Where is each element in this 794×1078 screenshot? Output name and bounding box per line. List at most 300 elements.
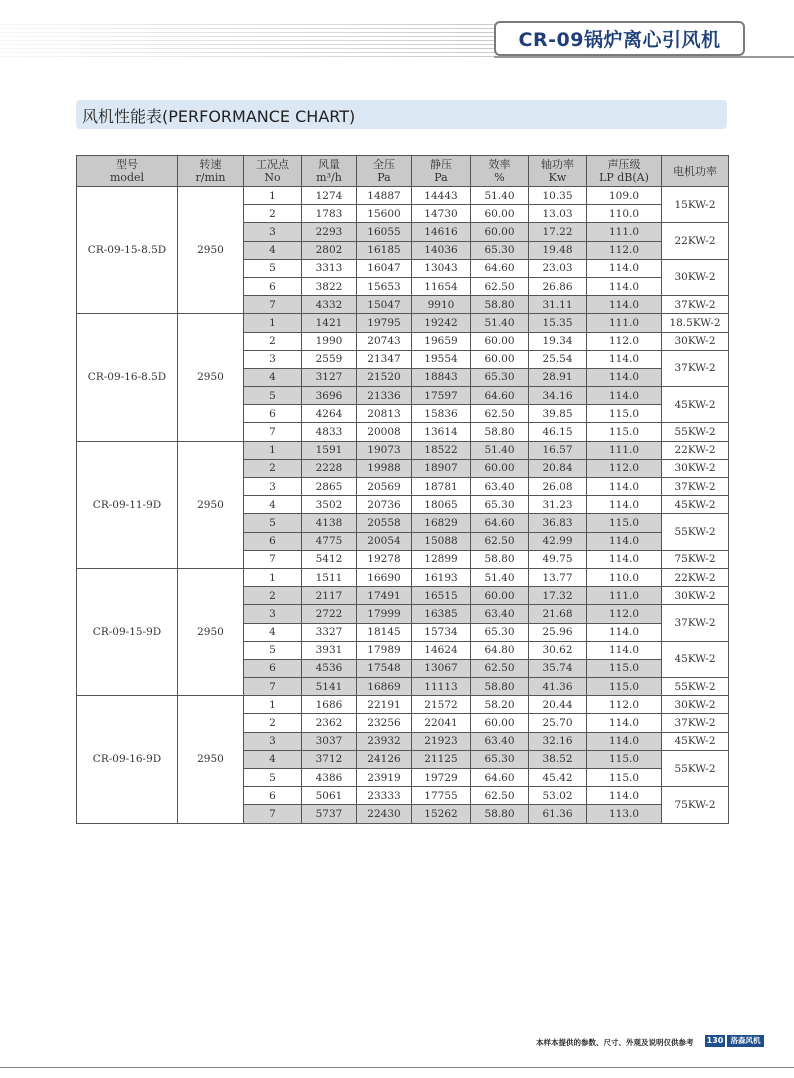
data-cell: 60.00 [471, 587, 529, 605]
motor-power-cell: 22KW-2 [662, 568, 729, 586]
data-cell: 16385 [412, 605, 471, 623]
data-cell: 114.0 [587, 550, 662, 568]
data-cell: 4138 [302, 514, 357, 532]
data-cell: 15262 [412, 805, 471, 823]
data-cell: 16055 [357, 223, 412, 241]
data-cell: 24126 [357, 750, 412, 768]
data-cell: 6 [244, 532, 302, 550]
data-cell: 25.96 [529, 623, 587, 641]
data-cell: 1783 [302, 205, 357, 223]
motor-power-cell: 37KW-2 [662, 296, 729, 314]
data-cell: 21572 [412, 696, 471, 714]
data-cell: 53.02 [529, 787, 587, 805]
data-cell: 15088 [412, 532, 471, 550]
motor-power-cell: 37KW-2 [662, 714, 729, 732]
data-cell: 6 [244, 405, 302, 423]
data-cell: 4833 [302, 423, 357, 441]
data-cell: 14624 [412, 641, 471, 659]
data-cell: 1421 [302, 314, 357, 332]
data-cell: 2117 [302, 587, 357, 605]
data-cell: 65.30 [471, 241, 529, 259]
speed-cell: 2950 [178, 696, 244, 823]
data-cell: 26.86 [529, 277, 587, 295]
data-cell: 22041 [412, 714, 471, 732]
data-cell: 2 [244, 714, 302, 732]
data-cell: 3931 [302, 641, 357, 659]
data-cell: 23919 [357, 769, 412, 787]
footer-disclaimer: 本样本提供的参数、尺寸、外观及说明仅供参考 [536, 1038, 694, 1047]
data-cell: 14887 [357, 187, 412, 205]
data-cell: 110.0 [587, 568, 662, 586]
data-cell: 112.0 [587, 332, 662, 350]
data-cell: 3 [244, 223, 302, 241]
data-cell: 19278 [357, 550, 412, 568]
data-cell: 30.62 [529, 641, 587, 659]
data-cell: 19554 [412, 350, 471, 368]
data-cell: 114.0 [587, 387, 662, 405]
data-cell: 20813 [357, 405, 412, 423]
speed-cell: 2950 [178, 441, 244, 568]
motor-power-cell: 37KW-2 [662, 605, 729, 641]
data-cell: 2 [244, 459, 302, 477]
data-cell: 1 [244, 441, 302, 459]
data-cell: 1 [244, 696, 302, 714]
table-header-row [77, 156, 729, 187]
data-cell: 23932 [357, 732, 412, 750]
data-cell: 13.03 [529, 205, 587, 223]
data-cell: 19.48 [529, 241, 587, 259]
data-cell: 63.40 [471, 478, 529, 496]
data-cell: 16193 [412, 568, 471, 586]
header-stripes-fade [0, 24, 500, 58]
data-cell: 20569 [357, 478, 412, 496]
data-cell: 15.35 [529, 314, 587, 332]
data-cell: 19988 [357, 459, 412, 477]
data-cell: 65.30 [471, 496, 529, 514]
data-cell: 112.0 [587, 241, 662, 259]
data-cell: 16185 [357, 241, 412, 259]
data-cell: 13067 [412, 659, 471, 677]
data-cell: 39.85 [529, 405, 587, 423]
data-cell: 60.00 [471, 350, 529, 368]
data-cell: 2 [244, 332, 302, 350]
data-cell: 19.34 [529, 332, 587, 350]
data-cell: 9910 [412, 296, 471, 314]
data-cell: 13043 [412, 259, 471, 277]
data-cell: 17548 [357, 659, 412, 677]
data-cell: 5412 [302, 550, 357, 568]
data-cell: 3 [244, 605, 302, 623]
data-cell: 6 [244, 787, 302, 805]
data-cell: 114.0 [587, 478, 662, 496]
data-cell: 62.50 [471, 405, 529, 423]
data-cell: 1 [244, 314, 302, 332]
motor-power-cell: 55KW-2 [662, 514, 729, 550]
data-cell: 19242 [412, 314, 471, 332]
data-cell: 114.0 [587, 532, 662, 550]
data-cell: 19073 [357, 441, 412, 459]
data-cell: 5 [244, 259, 302, 277]
speed-cell: 2950 [178, 568, 244, 695]
motor-power-cell: 55KW-2 [662, 750, 729, 786]
data-cell: 1591 [302, 441, 357, 459]
data-cell: 41.36 [529, 678, 587, 696]
data-cell: 115.0 [587, 750, 662, 768]
data-cell: 3822 [302, 277, 357, 295]
data-cell: 3 [244, 732, 302, 750]
model-cell: CR-09-11-9D [77, 441, 178, 568]
data-cell: 58.80 [471, 296, 529, 314]
data-cell: 35.74 [529, 659, 587, 677]
data-cell: 38.52 [529, 750, 587, 768]
data-cell: 58.80 [471, 423, 529, 441]
data-cell: 115.0 [587, 769, 662, 787]
section-title: 风机性能表(PERFORMANCE CHART) [82, 107, 356, 126]
motor-power-cell: 37KW-2 [662, 350, 729, 386]
motor-power-cell: 30KW-2 [662, 459, 729, 477]
data-cell: 65.30 [471, 623, 529, 641]
data-cell: 62.50 [471, 277, 529, 295]
header-speed: 转速 r/min [178, 156, 244, 187]
data-cell: 5 [244, 514, 302, 532]
performance-table [76, 155, 729, 824]
data-cell: 31.23 [529, 496, 587, 514]
data-cell: 111.0 [587, 441, 662, 459]
data-cell: 3 [244, 478, 302, 496]
data-cell: 18522 [412, 441, 471, 459]
data-cell: 15836 [412, 405, 471, 423]
data-cell: 61.36 [529, 805, 587, 823]
page-number: 130 [706, 1036, 724, 1045]
data-cell: 1 [244, 568, 302, 586]
data-cell: 21347 [357, 350, 412, 368]
data-cell: 18843 [412, 368, 471, 386]
data-cell: 51.40 [471, 187, 529, 205]
data-cell: 20736 [357, 496, 412, 514]
data-cell: 111.0 [587, 223, 662, 241]
motor-power-cell: 45KW-2 [662, 732, 729, 750]
data-cell: 1686 [302, 696, 357, 714]
data-cell: 3712 [302, 750, 357, 768]
header-motor-power: 电机功率 [662, 156, 729, 187]
data-cell: 21336 [357, 387, 412, 405]
data-cell: 2559 [302, 350, 357, 368]
motor-power-cell: 22KW-2 [662, 441, 729, 459]
data-cell: 115.0 [587, 678, 662, 696]
data-cell: 19729 [412, 769, 471, 787]
table-row [77, 696, 729, 714]
data-cell: 4 [244, 750, 302, 768]
data-cell: 4386 [302, 769, 357, 787]
model-cell: CR-09-16-9D [77, 696, 178, 823]
data-cell: 2865 [302, 478, 357, 496]
data-cell: 60.00 [471, 714, 529, 732]
motor-power-cell: 22KW-2 [662, 223, 729, 259]
data-cell: 3 [244, 350, 302, 368]
data-cell: 23333 [357, 787, 412, 805]
data-cell: 32.16 [529, 732, 587, 750]
data-cell: 4332 [302, 296, 357, 314]
motor-power-cell: 75KW-2 [662, 787, 729, 823]
table-row [77, 568, 729, 586]
data-cell: 17.22 [529, 223, 587, 241]
speed-cell: 2950 [178, 314, 244, 441]
data-cell: 111.0 [587, 314, 662, 332]
data-cell: 25.54 [529, 350, 587, 368]
title-underline [494, 56, 794, 58]
data-cell: 45.42 [529, 769, 587, 787]
data-cell: 114.0 [587, 787, 662, 805]
data-cell: 3037 [302, 732, 357, 750]
header-point: 工况点 No [244, 156, 302, 187]
data-cell: 64.60 [471, 387, 529, 405]
header-sound-level: 声压级 LP dB(A) [587, 156, 662, 187]
data-cell: 16047 [357, 259, 412, 277]
data-cell: 114.0 [587, 368, 662, 386]
footer-rule [0, 1067, 794, 1068]
data-cell: 114.0 [587, 277, 662, 295]
data-cell: 7 [244, 296, 302, 314]
data-cell: 3502 [302, 496, 357, 514]
data-cell: 110.0 [587, 205, 662, 223]
data-cell: 46.15 [529, 423, 587, 441]
data-cell: 58.80 [471, 805, 529, 823]
data-cell: 64.60 [471, 769, 529, 787]
data-cell: 4 [244, 496, 302, 514]
data-cell: 62.50 [471, 659, 529, 677]
table-row [77, 314, 729, 332]
data-cell: 15047 [357, 296, 412, 314]
data-cell: 10.35 [529, 187, 587, 205]
data-cell: 62.50 [471, 532, 529, 550]
data-cell: 63.40 [471, 732, 529, 750]
data-cell: 112.0 [587, 605, 662, 623]
data-cell: 26.08 [529, 478, 587, 496]
header-static-pressure: 静压 Pa [412, 156, 471, 187]
data-cell: 20.44 [529, 696, 587, 714]
data-cell: 12899 [412, 550, 471, 568]
data-cell: 2228 [302, 459, 357, 477]
data-cell: 16515 [412, 587, 471, 605]
data-cell: 20008 [357, 423, 412, 441]
header-model: 型号 model [77, 156, 178, 187]
data-cell: 51.40 [471, 314, 529, 332]
data-cell: 2722 [302, 605, 357, 623]
page-title: CR-09锅炉离心引风机 [494, 21, 745, 56]
motor-power-cell: 15KW-2 [662, 187, 729, 223]
data-cell: 15734 [412, 623, 471, 641]
data-cell: 112.0 [587, 459, 662, 477]
data-cell: 11654 [412, 277, 471, 295]
data-cell: 2293 [302, 223, 357, 241]
data-cell: 111.0 [587, 587, 662, 605]
data-cell: 14616 [412, 223, 471, 241]
data-cell: 11113 [412, 678, 471, 696]
data-cell: 15653 [357, 277, 412, 295]
data-cell: 114.0 [587, 296, 662, 314]
motor-power-cell: 75KW-2 [662, 550, 729, 568]
data-cell: 62.50 [471, 787, 529, 805]
data-cell: 58.80 [471, 550, 529, 568]
data-cell: 114.0 [587, 259, 662, 277]
table-row [77, 441, 729, 459]
motor-power-cell: 30KW-2 [662, 332, 729, 350]
data-cell: 31.11 [529, 296, 587, 314]
data-cell: 25.70 [529, 714, 587, 732]
data-cell: 5 [244, 387, 302, 405]
data-cell: 21.68 [529, 605, 587, 623]
header-total-pressure: 全压 Pa [357, 156, 412, 187]
header-airflow: 风量 m³/h [302, 156, 357, 187]
data-cell: 23256 [357, 714, 412, 732]
data-cell: 3327 [302, 623, 357, 641]
data-cell: 20558 [357, 514, 412, 532]
data-cell: 114.0 [587, 714, 662, 732]
data-cell: 58.80 [471, 678, 529, 696]
data-cell: 21923 [412, 732, 471, 750]
data-cell: 17491 [357, 587, 412, 605]
data-cell: 20.84 [529, 459, 587, 477]
data-cell: 14443 [412, 187, 471, 205]
speed-cell: 2950 [178, 187, 244, 314]
data-cell: 1 [244, 187, 302, 205]
data-cell: 112.0 [587, 696, 662, 714]
data-cell: 2362 [302, 714, 357, 732]
data-cell: 115.0 [587, 659, 662, 677]
data-cell: 17999 [357, 605, 412, 623]
data-cell: 19795 [357, 314, 412, 332]
data-cell: 42.99 [529, 532, 587, 550]
data-cell: 6 [244, 277, 302, 295]
data-cell: 5 [244, 641, 302, 659]
data-cell: 60.00 [471, 332, 529, 350]
data-cell: 20054 [357, 532, 412, 550]
data-cell: 6 [244, 659, 302, 677]
data-cell: 15600 [357, 205, 412, 223]
data-cell: 22430 [357, 805, 412, 823]
data-cell: 1990 [302, 332, 357, 350]
data-cell: 17989 [357, 641, 412, 659]
data-cell: 7 [244, 678, 302, 696]
header-efficiency: 效率 % [471, 156, 529, 187]
motor-power-cell: 18.5KW-2 [662, 314, 729, 332]
data-cell: 109.0 [587, 187, 662, 205]
motor-power-cell: 45KW-2 [662, 496, 729, 514]
model-cell: CR-09-15-9D [77, 568, 178, 695]
data-cell: 28.91 [529, 368, 587, 386]
data-cell: 4536 [302, 659, 357, 677]
data-cell: 18065 [412, 496, 471, 514]
motor-power-cell: 37KW-2 [662, 478, 729, 496]
data-cell: 114.0 [587, 732, 662, 750]
table-body [77, 187, 729, 824]
data-cell: 115.0 [587, 405, 662, 423]
data-cell: 18907 [412, 459, 471, 477]
model-cell: CR-09-16-8.5D [77, 314, 178, 441]
brand-label: 洛森风机 [727, 1035, 764, 1047]
data-cell: 14036 [412, 241, 471, 259]
data-cell: 5737 [302, 805, 357, 823]
data-cell: 114.0 [587, 641, 662, 659]
data-cell: 64.60 [471, 514, 529, 532]
data-cell: 114.0 [587, 350, 662, 368]
data-cell: 4 [244, 241, 302, 259]
data-cell: 7 [244, 423, 302, 441]
data-cell: 13614 [412, 423, 471, 441]
table-row [77, 187, 729, 205]
data-cell: 20743 [357, 332, 412, 350]
motor-power-cell: 45KW-2 [662, 641, 729, 677]
data-cell: 65.30 [471, 368, 529, 386]
motor-power-cell: 55KW-2 [662, 678, 729, 696]
data-cell: 14730 [412, 205, 471, 223]
data-cell: 113.0 [587, 805, 662, 823]
data-cell: 64.60 [471, 259, 529, 277]
data-cell: 34.16 [529, 387, 587, 405]
data-cell: 1274 [302, 187, 357, 205]
motor-power-cell: 30KW-2 [662, 587, 729, 605]
data-cell: 1511 [302, 568, 357, 586]
model-cell: CR-09-15-8.5D [77, 187, 178, 314]
data-cell: 23.03 [529, 259, 587, 277]
data-cell: 21125 [412, 750, 471, 768]
data-cell: 115.0 [587, 423, 662, 441]
data-cell: 5061 [302, 787, 357, 805]
data-cell: 4775 [302, 532, 357, 550]
data-cell: 36.83 [529, 514, 587, 532]
data-cell: 16690 [357, 568, 412, 586]
data-cell: 51.40 [471, 568, 529, 586]
motor-power-cell: 30KW-2 [662, 696, 729, 714]
data-cell: 19659 [412, 332, 471, 350]
data-cell: 5141 [302, 678, 357, 696]
data-cell: 3313 [302, 259, 357, 277]
data-cell: 17.32 [529, 587, 587, 605]
data-cell: 114.0 [587, 496, 662, 514]
motor-power-cell: 30KW-2 [662, 259, 729, 295]
data-cell: 60.00 [471, 205, 529, 223]
data-cell: 2 [244, 587, 302, 605]
data-cell: 13.77 [529, 568, 587, 586]
data-cell: 4 [244, 623, 302, 641]
data-cell: 2802 [302, 241, 357, 259]
data-cell: 18781 [412, 478, 471, 496]
data-cell: 5 [244, 769, 302, 787]
motor-power-cell: 55KW-2 [662, 423, 729, 441]
header-shaft-power: 轴功率 Kw [529, 156, 587, 187]
data-cell: 63.40 [471, 605, 529, 623]
data-cell: 7 [244, 805, 302, 823]
motor-power-cell: 45KW-2 [662, 387, 729, 423]
data-cell: 17755 [412, 787, 471, 805]
data-cell: 114.0 [587, 623, 662, 641]
data-cell: 65.30 [471, 750, 529, 768]
data-cell: 49.75 [529, 550, 587, 568]
data-cell: 60.00 [471, 223, 529, 241]
data-cell: 22191 [357, 696, 412, 714]
data-cell: 3696 [302, 387, 357, 405]
data-cell: 4 [244, 368, 302, 386]
data-cell: 60.00 [471, 459, 529, 477]
data-cell: 16829 [412, 514, 471, 532]
data-cell: 16869 [357, 678, 412, 696]
data-cell: 58.20 [471, 696, 529, 714]
data-cell: 7 [244, 550, 302, 568]
data-cell: 21520 [357, 368, 412, 386]
data-cell: 3127 [302, 368, 357, 386]
data-cell: 51.40 [471, 441, 529, 459]
data-cell: 64.80 [471, 641, 529, 659]
